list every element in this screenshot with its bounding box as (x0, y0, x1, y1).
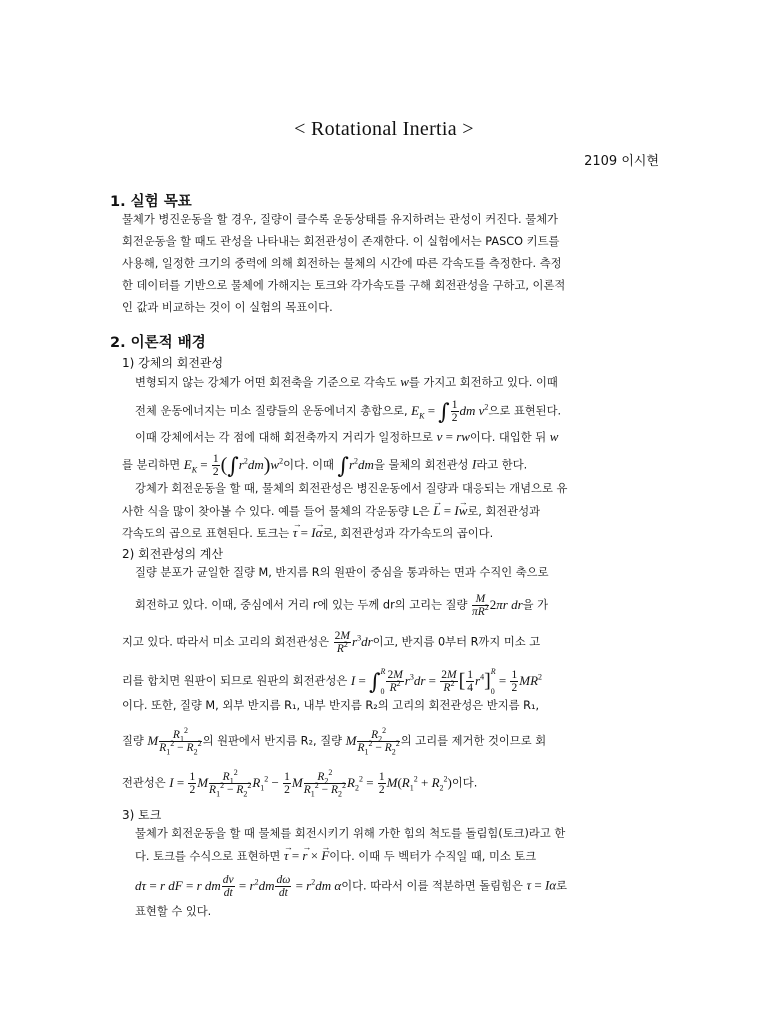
paragraph-line: 회전운동을 할 때도 관성을 나타내는 회전관성이 존재한다. 이 실험에서는 PASCO 키트를 (122, 235, 560, 248)
paragraph-line: 질량 M $\frac{R_1^2}{R_1^2 - R_2^2}$ 의 원판에서 반지름 R₂, 질량 M $\frac{R_2^2}{R_1^2 - R_2^2}$ 의 고리를 제거한 것이므로 회 (122, 726, 547, 757)
section-heading-theory: 2. 이론적 배경 (110, 335, 206, 351)
paragraph-line: 물체가 회전운동을 할 때 물체를 회전시키기 위해 가한 힘의 척도를 돌림힘(토크)라고 한 (135, 827, 566, 840)
paragraph-line: 사한 식을 많이 찾아볼 수 있다. 예를 들어 물체의 각운동량 L은 → L = I→ w로, 회전관성과 (122, 501, 660, 521)
paragraph-line: 를 분리하면 $E_K$ = $\frac{1}{2}$ $(\int r^2dm)w^2$이다. 이때 $\int r^2dm$을 물체의 회전관성 I라고 한다. (122, 453, 528, 479)
paragraph-line: dτ = r dF = r dm $\frac{dv}{dt}$ = $r^2dm$ $\frac{d\omega}{dt}$ = $r^2dm$ α이다. 따라서 이를 적분하면 돌림힘은 τ = Iα로 (135, 874, 568, 900)
paragraph-line: 표현할 수 있다. (135, 905, 212, 918)
paragraph-line: 인 값과 비교하는 것이 이 실험의 목표이다. (122, 301, 333, 314)
paragraph-line: 전체 운동에너지는 미소 질량들의 운동에너지 총합으로, $E_K$ = ∫ $\frac{1}{2}$ dm $v^2$으로 표현된다. (135, 399, 562, 425)
author-label: 2109 이시현 (584, 154, 659, 169)
paragraph-line: 사용해, 일정한 크기의 중력에 의해 회전하는 물체의 시간에 따른 각속도를 측정한다. 측정 (122, 257, 562, 270)
paragraph-line: 물체가 병진운동을 할 경우, 질량이 클수록 운동상태를 유지하려는 관성이 커진다. 물체가 (122, 213, 558, 226)
document-title: < Rotational Inertia > (294, 118, 474, 140)
paragraph-line: 변형되지 않는 강체가 어떤 회전축을 기준으로 각속도 w를 가지고 회전하고 있다. 이때 (135, 374, 558, 389)
subheading-torque: 3) 토크 (122, 808, 162, 822)
subheading-calculation: 2) 회전관성의 계산 (122, 547, 224, 561)
paragraph-line: 각속도의 곱으로 표현된다. 토크는 → τ = I→ α로, 회전관성과 각가속도의 곱이다. (122, 523, 660, 543)
paragraph-line: 이다. 또한, 질량 M, 외부 반지름 R₁, 내부 반지름 R₂의 고리의 회전관성은 반지름 R₁, (122, 699, 540, 712)
paragraph-line: 다. 토크를 수식으로 표현하면 → τ = → r × → F이다. 이때 두 벡터가 수직일 때, 미소 토크 (135, 846, 660, 866)
paragraph-line: 질량 분포가 균일한 질량 M, 반지름 R의 원판이 중심을 통과하는 면과 수직인 축으로 (135, 566, 549, 579)
section-heading-goal: 1. 실험 목표 (110, 194, 192, 210)
paragraph-line: 회전하고 있다. 이때, 중심에서 거리 r에 있는 두께 dr의 고리는 질량 $\frac{M}{\pi R^2}$ 2πr dr을 가 (135, 593, 549, 619)
paragraph-line: 지고 있다. 따라서 미소 고리의 회전관성은 $\frac{2M}{R^2}$ $r^3dr$이고, 반지름 0부터 R까지 미소 고 (122, 630, 541, 656)
paragraph-line: 한 데이터를 기반으로 물체에 가해지는 토크와 각가속도를 구해 회전관성을 구하고, 이론적 (122, 279, 566, 292)
paragraph-line: 전관성은 I = $\frac{1}{2}$ M $\frac{R_1^2}{R_1^2 - R_2^2}$ $R_1^2$ − $\frac{1}{2}$ M $\frac{R_2^2}{R_1^2 - R_2^2}$ $R_2^2$ = $\frac{1}{2}$ $M(R_1^2 + R_2^2)$이다. (122, 768, 478, 799)
paragraph-line: 이때 강체에서는 각 점에 대해 회전축까지 거리가 일정하므로 v = rw이다. 대입한 뒤 w (135, 429, 559, 444)
paragraph-line: 리를 합치면 원판이 되므로 원판의 회전관성은 I = ∫ R 0 $\frac{2M}{R^2}$ $r^3dr$ = $\frac{2M}{R^2}$ [ $\frac{1}{4}$ $r^4$] R 0 = $\frac{1}{2}$ $MR^2$ (122, 667, 543, 696)
paragraph-line: 강체가 회전운동을 할 때, 물체의 회전관성은 병진운동에서 질량과 대응되는 개념으로 유 (135, 482, 568, 495)
subheading-rigid-body: 1) 강체의 회전관성 (122, 356, 224, 370)
